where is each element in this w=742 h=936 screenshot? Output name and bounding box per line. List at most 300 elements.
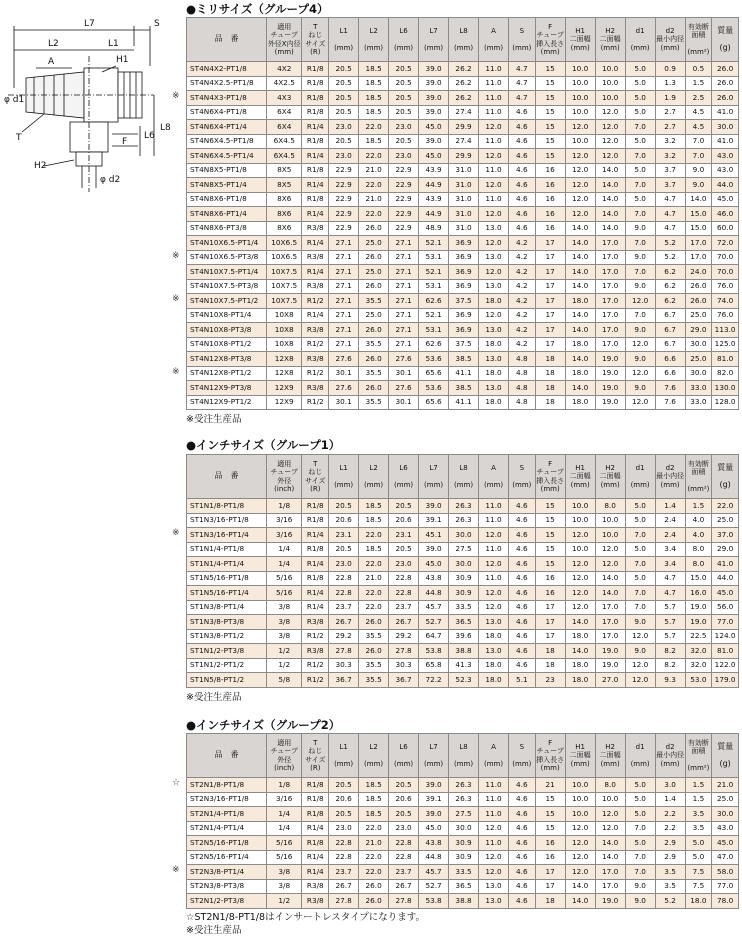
value-cell: 15 — [535, 499, 565, 514]
value-cell: R1/2 — [302, 294, 329, 309]
col-header-thread: T ねじ サイズ (R) — [302, 734, 329, 778]
value-cell: 23 — [535, 673, 565, 688]
value-cell: 19.0 — [595, 644, 625, 659]
table-row — [187, 250, 739, 265]
value-cell: 43.9 — [419, 192, 449, 207]
col-header-l2: L2 (mm) — [359, 18, 389, 62]
value-cell: 7.0 — [625, 120, 655, 135]
value-cell: 0.5 — [685, 62, 712, 77]
value-cell: 36.9 — [449, 323, 479, 338]
part-number-cell: ST2N1/2-PT3/8 — [187, 894, 267, 909]
value-cell: 52.7 — [419, 615, 449, 630]
value-cell: 1.3 — [655, 76, 685, 91]
value-cell: 13.0 — [479, 221, 509, 236]
col-header-tube-inch: 適用 チューブ 外径 (inch) — [266, 734, 302, 778]
value-cell: 18.5 — [359, 792, 389, 807]
value-cell: R1/8 — [302, 91, 329, 106]
col-header-a: A (mm) — [479, 455, 509, 499]
col-header-l6: L6 (mm) — [389, 734, 419, 778]
part-number-cell: ST2N3/8-PT1/4 — [187, 865, 267, 880]
value-cell: 30.9 — [449, 586, 479, 601]
value-cell: 4.7 — [655, 207, 685, 222]
value-cell: 36.9 — [449, 250, 479, 265]
value-cell: 26.3 — [449, 513, 479, 528]
value-cell: 17.0 — [595, 337, 625, 352]
value-cell: 76.0 — [712, 279, 739, 294]
value-cell: 14.0 — [565, 308, 595, 323]
value-cell: 22.8 — [329, 586, 359, 601]
part-number-cell: ST4N10X8-PT3/8 — [187, 323, 267, 338]
value-cell: 12.0 — [625, 366, 655, 381]
value-cell: 10X6.5 — [266, 250, 302, 265]
value-cell: 9.0 — [625, 352, 655, 367]
value-cell: 20.5 — [389, 91, 419, 106]
col-header-l8: L8 (mm) — [449, 455, 479, 499]
value-cell: 8.0 — [595, 778, 625, 793]
value-cell: 24.0 — [685, 265, 712, 280]
value-cell: 13.0 — [479, 644, 509, 659]
value-cell: 26.0 — [685, 279, 712, 294]
value-cell: 39.1 — [419, 792, 449, 807]
value-cell: 14.0 — [565, 352, 595, 367]
table-row — [187, 91, 739, 106]
value-cell: 52.1 — [419, 308, 449, 323]
table-row — [187, 600, 739, 615]
value-cell: 7.0 — [625, 207, 655, 222]
value-cell: 5.7 — [655, 600, 685, 615]
value-cell: R1/2 — [302, 395, 329, 410]
value-cell: 4.2 — [509, 236, 536, 251]
value-cell: 27.1 — [389, 308, 419, 323]
value-cell: 5.0 — [625, 499, 655, 514]
value-cell: 18.5 — [359, 513, 389, 528]
value-cell: 23.7 — [389, 600, 419, 615]
part-number-cell: ST4N6X4-PT1/4 — [187, 120, 267, 135]
value-cell: R3/8 — [302, 879, 329, 894]
table-row — [187, 571, 739, 586]
value-cell: 19.0 — [685, 600, 712, 615]
value-cell: 20.5 — [389, 499, 419, 514]
value-cell: 31.0 — [449, 192, 479, 207]
value-cell: 6.2 — [655, 265, 685, 280]
value-cell: 26.0 — [712, 76, 739, 91]
label-h2: H2 — [34, 161, 47, 171]
value-cell: 39.0 — [419, 134, 449, 149]
part-number-cell: ST4N8X6-PT1/4 — [187, 207, 267, 222]
value-cell: 20.6 — [329, 513, 359, 528]
value-cell: 18 — [535, 395, 565, 410]
part-number-cell: ST1N3/8-PT1/2 — [187, 629, 267, 644]
value-cell: 30.0 — [449, 557, 479, 572]
value-cell: 29.9 — [449, 120, 479, 135]
value-cell: 41.3 — [449, 658, 479, 673]
value-cell: 9.0 — [625, 879, 655, 894]
value-cell: 5.0 — [625, 792, 655, 807]
value-cell: 8.2 — [655, 644, 685, 659]
value-cell: 10X8 — [266, 337, 302, 352]
part-number-cell: ST2N1/4-PT1/8 — [187, 807, 267, 822]
value-cell: 22.0 — [359, 120, 389, 135]
value-cell: 14.0 — [565, 879, 595, 894]
value-cell: 18 — [535, 381, 565, 396]
value-cell: 3/8 — [266, 879, 302, 894]
value-cell: 11.0 — [479, 778, 509, 793]
value-cell: 9.0 — [625, 644, 655, 659]
value-cell: 12.0 — [565, 120, 595, 135]
value-cell: 23.0 — [389, 149, 419, 164]
value-cell: 6X4.5 — [266, 149, 302, 164]
value-cell: 6.7 — [655, 323, 685, 338]
value-cell: 27.6 — [389, 381, 419, 396]
value-cell: 16 — [535, 836, 565, 851]
value-cell: R1/4 — [302, 236, 329, 251]
value-cell: 23.0 — [329, 821, 359, 836]
value-cell: 12.0 — [595, 149, 625, 164]
part-number-cell: ST1N5/16-PT1/4 — [187, 586, 267, 601]
value-cell: 11.0 — [479, 105, 509, 120]
value-cell: 13.0 — [479, 894, 509, 909]
value-cell: R1/8 — [302, 105, 329, 120]
value-cell: R3/8 — [302, 323, 329, 338]
part-number-cell: ST1N5/16-PT1/8 — [187, 571, 267, 586]
section-title-inch-group1: ●インチサイズ（グループ1） — [186, 438, 341, 452]
value-cell: 36.9 — [449, 279, 479, 294]
value-cell: 3.7 — [655, 178, 685, 193]
table-row — [187, 499, 739, 514]
col-header-d2: d2 最小内径 (mm) — [655, 455, 685, 499]
value-cell: R3/8 — [302, 250, 329, 265]
value-cell: 27.6 — [389, 352, 419, 367]
value-cell: 38.5 — [449, 352, 479, 367]
value-cell: 2.2 — [655, 821, 685, 836]
value-cell: 12.0 — [479, 236, 509, 251]
value-cell: 17.0 — [595, 294, 625, 309]
value-cell: 5.0 — [625, 542, 655, 557]
part-number-cell: ST4N6X4.5-PT1/4 — [187, 149, 267, 164]
insertless-star-mark: ☆ — [172, 778, 181, 788]
value-cell: 45.0 — [712, 586, 739, 601]
value-cell: 15.0 — [685, 571, 712, 586]
value-cell: 27.0 — [595, 673, 625, 688]
value-cell: 18.0 — [565, 395, 595, 410]
value-cell: 7.5 — [685, 879, 712, 894]
value-cell: 17.0 — [685, 250, 712, 265]
part-number-cell: ST2N1/8-PT1/8 — [187, 778, 267, 793]
value-cell: 25.0 — [359, 265, 389, 280]
value-cell: 4.6 — [509, 644, 536, 659]
value-cell: 27.1 — [329, 323, 359, 338]
value-cell: 17 — [535, 294, 565, 309]
value-cell: 26.0 — [712, 62, 739, 77]
value-cell: 14.0 — [595, 178, 625, 193]
value-cell: 30.1 — [389, 395, 419, 410]
value-cell: 45.0 — [419, 557, 449, 572]
value-cell: 18.0 — [565, 673, 595, 688]
value-cell: 17 — [535, 865, 565, 880]
made-to-order-mark: ※ — [172, 250, 180, 261]
made-to-order-mark: ※ — [172, 528, 180, 538]
value-cell: R1/4 — [302, 850, 329, 865]
value-cell: 70.0 — [712, 250, 739, 265]
value-cell: 2.4 — [655, 513, 685, 528]
part-number-cell: ST1N3/16-PT1/4 — [187, 528, 267, 543]
value-cell: 4.7 — [655, 221, 685, 236]
value-cell: 17 — [535, 308, 565, 323]
value-cell: 18 — [535, 352, 565, 367]
value-cell: 12.0 — [565, 528, 595, 543]
value-cell: R1/8 — [302, 499, 329, 514]
value-cell: 30.1 — [329, 395, 359, 410]
col-header-d1: d1 (mm) — [625, 18, 655, 62]
value-cell: 10X8 — [266, 308, 302, 323]
value-cell: 1.5 — [685, 778, 712, 793]
value-cell: 3.2 — [655, 149, 685, 164]
value-cell: 20.5 — [329, 62, 359, 77]
value-cell: 15 — [535, 149, 565, 164]
value-cell: 9.0 — [625, 894, 655, 909]
value-cell: 11.0 — [479, 134, 509, 149]
value-cell: 18.0 — [565, 366, 595, 381]
value-cell: 11.0 — [479, 571, 509, 586]
value-cell: 12.0 — [479, 178, 509, 193]
value-cell: 5/16 — [266, 586, 302, 601]
value-cell: 14.0 — [565, 250, 595, 265]
value-cell: 77.0 — [712, 615, 739, 630]
value-cell: 17 — [535, 279, 565, 294]
value-cell: 37.0 — [712, 528, 739, 543]
value-cell: 22.9 — [329, 221, 359, 236]
value-cell: 26.0 — [359, 279, 389, 294]
value-cell: R1/2 — [302, 629, 329, 644]
table-row — [187, 366, 739, 381]
table-row — [187, 673, 739, 688]
value-cell: 27.1 — [389, 337, 419, 352]
value-cell: 11.0 — [479, 192, 509, 207]
value-cell: 22.0 — [359, 586, 389, 601]
value-cell: 14.0 — [595, 163, 625, 178]
value-cell: 130.0 — [712, 381, 739, 396]
value-cell: 16 — [535, 163, 565, 178]
col-header-l1: L1 (mm) — [329, 18, 359, 62]
value-cell: 17 — [535, 600, 565, 615]
part-number-cell: ST4N12X8-PT1/2 — [187, 366, 267, 381]
value-cell: R1/4 — [302, 178, 329, 193]
value-cell: 18.5 — [359, 499, 389, 514]
col-header-h2: H2 二面幅 (mm) — [595, 455, 625, 499]
value-cell: 10X7.5 — [266, 265, 302, 280]
value-cell: 18.0 — [565, 337, 595, 352]
value-cell: 19.0 — [595, 658, 625, 673]
value-cell: 44.8 — [419, 850, 449, 865]
value-cell: 22.8 — [389, 836, 419, 851]
value-cell: 18.0 — [479, 658, 509, 673]
value-cell: 33.5 — [449, 865, 479, 880]
value-cell: 33.0 — [685, 395, 712, 410]
value-cell: 26.0 — [359, 352, 389, 367]
value-cell: 22.9 — [329, 207, 359, 222]
value-cell: 1/2 — [266, 644, 302, 659]
value-cell: 52.3 — [449, 673, 479, 688]
value-cell: 6.6 — [655, 352, 685, 367]
value-cell: 20.5 — [389, 62, 419, 77]
value-cell: R1/4 — [302, 120, 329, 135]
value-cell: 10.0 — [565, 778, 595, 793]
value-cell: 39.0 — [419, 91, 449, 106]
value-cell: 23.0 — [329, 120, 359, 135]
value-cell: 22.0 — [359, 149, 389, 164]
value-cell: 10.0 — [565, 513, 595, 528]
value-cell: R3/8 — [302, 381, 329, 396]
value-cell: 10.0 — [565, 76, 595, 91]
value-cell: 4.6 — [509, 120, 536, 135]
value-cell: 35.5 — [359, 366, 389, 381]
value-cell: 16 — [535, 178, 565, 193]
part-number-cell: ST1N3/8-PT3/8 — [187, 615, 267, 630]
value-cell: 10.0 — [565, 62, 595, 77]
table-row — [187, 821, 739, 836]
value-cell: 14.0 — [595, 571, 625, 586]
table-row — [187, 395, 739, 410]
value-cell: 1/4 — [266, 807, 302, 822]
value-cell: 4.6 — [509, 499, 536, 514]
spec-table-inch-group1 — [186, 454, 739, 688]
value-cell: 35.5 — [359, 395, 389, 410]
value-cell: 62.6 — [419, 294, 449, 309]
value-cell: R3/8 — [302, 221, 329, 236]
value-cell: 10.0 — [595, 62, 625, 77]
spec-table-mm-group4 — [186, 17, 739, 410]
value-cell: 45.0 — [712, 192, 739, 207]
value-cell: 7.0 — [625, 265, 655, 280]
value-cell: 5.0 — [625, 105, 655, 120]
value-cell: 7.0 — [625, 149, 655, 164]
value-cell: R1/4 — [302, 821, 329, 836]
value-cell: 4.0 — [685, 528, 712, 543]
value-cell: 26.7 — [389, 879, 419, 894]
value-cell: 4.6 — [509, 658, 536, 673]
value-cell: R1/8 — [302, 192, 329, 207]
value-cell: 5.0 — [625, 836, 655, 851]
value-cell: 17 — [535, 250, 565, 265]
col-header-f: F チューブ 挿入長さ (mm) — [535, 734, 565, 778]
value-cell: 27.8 — [329, 894, 359, 909]
part-number-cell: ST1N1/4-PT1/4 — [187, 557, 267, 572]
col-header-area: 有効断面積 (mm²) — [685, 734, 712, 778]
value-cell: 27.1 — [389, 279, 419, 294]
table-row — [187, 865, 739, 880]
value-cell: 22.9 — [329, 163, 359, 178]
value-cell: 72.2 — [419, 673, 449, 688]
value-cell: 8.0 — [685, 542, 712, 557]
value-cell: 12.0 — [565, 207, 595, 222]
value-cell: 53.1 — [419, 279, 449, 294]
value-cell: 30.0 — [449, 821, 479, 836]
value-cell: 18.0 — [479, 629, 509, 644]
value-cell: 22.0 — [359, 821, 389, 836]
value-cell: 22.8 — [329, 836, 359, 851]
value-cell: 2.7 — [655, 120, 685, 135]
value-cell: 4.2 — [509, 337, 536, 352]
value-cell: 8.0 — [595, 499, 625, 514]
value-cell: 22.9 — [389, 221, 419, 236]
value-cell: 36.9 — [449, 265, 479, 280]
value-cell: 12.0 — [479, 850, 509, 865]
table-row — [187, 850, 739, 865]
value-cell: R1/2 — [302, 366, 329, 381]
value-cell: 5.0 — [625, 192, 655, 207]
value-cell: 4.7 — [655, 192, 685, 207]
col-header-a: A (mm) — [479, 18, 509, 62]
value-cell: 12.0 — [625, 337, 655, 352]
value-cell: 5.0 — [625, 91, 655, 106]
value-cell: 12.0 — [479, 207, 509, 222]
value-cell: 22.9 — [389, 207, 419, 222]
table-row — [187, 163, 739, 178]
part-number-cell: ST1N3/8-PT1/4 — [187, 600, 267, 615]
value-cell: 15 — [535, 91, 565, 106]
value-cell: 70.0 — [712, 265, 739, 280]
value-cell: 25.0 — [712, 792, 739, 807]
col-header-h1: H1 二面幅 (mm) — [565, 734, 595, 778]
part-number-cell: ST4N10X7.5-PT3/8 — [187, 279, 267, 294]
value-cell: 5.0 — [685, 836, 712, 851]
value-cell: 14.0 — [595, 836, 625, 851]
value-cell: 2.2 — [655, 807, 685, 822]
value-cell: 12.0 — [565, 865, 595, 880]
value-cell: 4.6 — [509, 894, 536, 909]
value-cell: 8.2 — [655, 658, 685, 673]
value-cell: 14.0 — [565, 279, 595, 294]
col-header-h1: H1 二面幅 (mm) — [565, 18, 595, 62]
value-cell: R1/4 — [302, 865, 329, 880]
value-cell: 15.0 — [685, 207, 712, 222]
value-cell: 27.1 — [329, 236, 359, 251]
value-cell: 44.9 — [419, 178, 449, 193]
value-cell: 5.0 — [625, 76, 655, 91]
col-header-f: F チューブ 挿入長さ (mm) — [535, 18, 565, 62]
value-cell: 12.0 — [565, 600, 595, 615]
value-cell: 26.0 — [359, 644, 389, 659]
value-cell: 25.0 — [359, 236, 389, 251]
value-cell: 18.5 — [359, 76, 389, 91]
value-cell: 3.5 — [655, 865, 685, 880]
value-cell: 27.1 — [389, 294, 419, 309]
value-cell: 21.0 — [359, 192, 389, 207]
value-cell: 23.0 — [329, 557, 359, 572]
label-phi-d1: φ d1 — [4, 95, 25, 105]
value-cell: 5.2 — [655, 236, 685, 251]
value-cell: 30.3 — [389, 658, 419, 673]
value-cell: 32.0 — [685, 644, 712, 659]
value-cell: 22.8 — [329, 571, 359, 586]
value-cell: 10.0 — [565, 499, 595, 514]
value-cell: 12.0 — [565, 192, 595, 207]
value-cell: 13.0 — [479, 879, 509, 894]
table-row — [187, 513, 739, 528]
value-cell: 27.1 — [389, 236, 419, 251]
value-cell: 12.0 — [565, 557, 595, 572]
value-cell: 39.0 — [419, 62, 449, 77]
col-header-mass: 質量 (g) — [712, 18, 739, 62]
value-cell: 10.0 — [565, 542, 595, 557]
value-cell: 29.9 — [449, 149, 479, 164]
col-header-mass: 質量 (g) — [712, 455, 739, 499]
value-cell: 4.6 — [509, 149, 536, 164]
value-cell: 7.0 — [625, 600, 655, 615]
part-number-cell: ST4N8X6-PT3/8 — [187, 221, 267, 236]
value-cell: 15 — [535, 105, 565, 120]
label-f: F — [122, 137, 128, 147]
